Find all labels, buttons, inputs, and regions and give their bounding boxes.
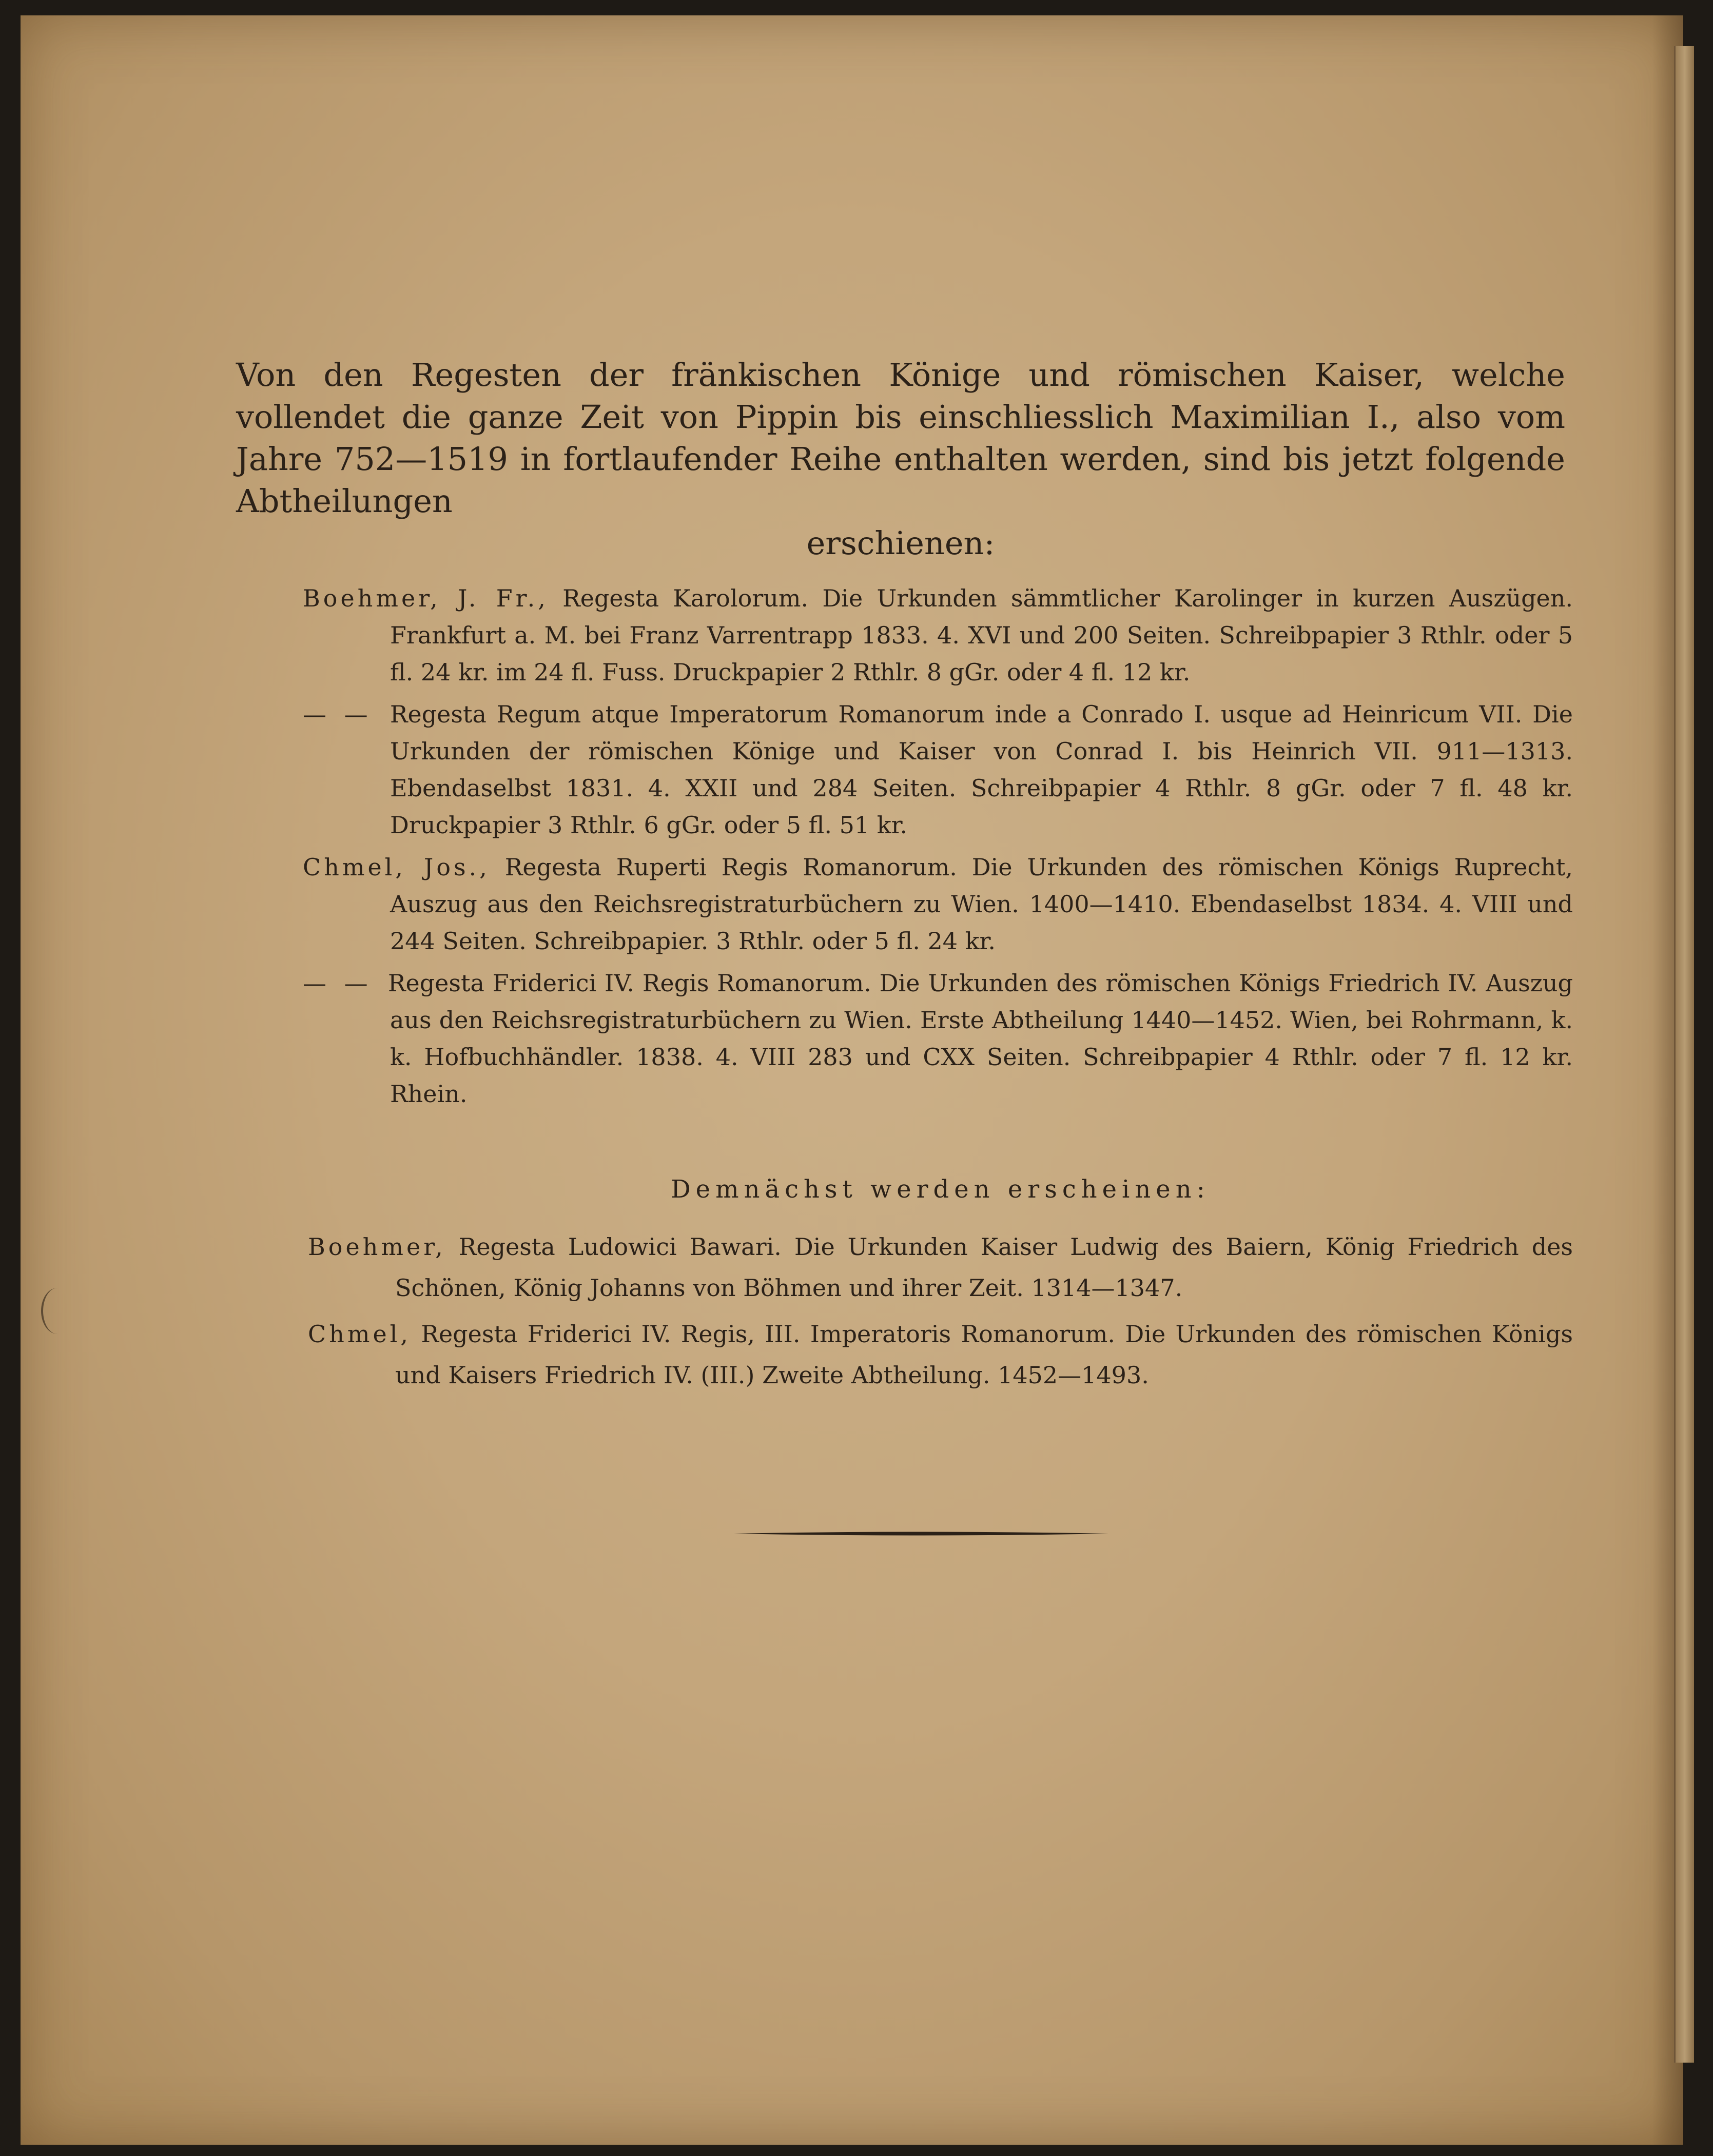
intro-paragraph xyxy=(236,354,1565,564)
intro-line-3: in fortlaufender Reihe enthalten werden, sind bis jetzt folgende Abtheilungen xyxy=(236,440,1565,520)
entry-text: Regesta Karolorum. Die Urkunden sämmtlicher Karolinger in kurzen Auszügen. Frankfurt a. M. bei Franz Varrentrapp 1833. 4. XVI und 200 Seiten. Schreibpapier 3 Rthlr. oder 5 fl. 24 kr. im 24 fl. Fuss. Druckpapier 2 Rthlr. 8 gGr. oder 4 fl. 12 kr. xyxy=(390,584,1573,686)
intro-line-1: Von den Regesten der fränkischen Könige und römischen Kaiser, welche vollendet xyxy=(236,356,1565,436)
entry-text: Regesta Regum atque Imperatorum Romanorum inde a Conrado I. usque ad Heinricum VII. Die Urkunden der römischen Könige und Kaiser von Conrad I. bis Heinrich VII. 911—1313. Ebendaselbst 1831. 4. XXII und 284 Seiten. Schreibpapier 4 Rthlr. 8 gGr. oder 7 fl. 48 kr. Druckpapier 3 Rthlr. 6 gGr. oder 5 fl. 51 kr. xyxy=(390,700,1573,839)
entry-text: Regesta Friderici IV. Regis, III. Imperatoris Romanorum. Die Urkunden des römischen Königs und Kaisers Friedrich IV. (III.) Zweite Abtheilung. 1452—1493. xyxy=(395,1320,1573,1389)
entry-text: Regesta Ruperti Regis Romanorum. Die Urkunden des römischen Königs Ruprecht, Auszug aus den Reichsregistraturbüchern zu Wien. 1400—1410. Ebendaselbst 1834. 4. VIII und 244 Seiten. Schreibpapier. 3 Rthlr. oder 5 fl. 24 kr. xyxy=(390,853,1573,955)
entry-author: — — xyxy=(303,969,373,997)
forthcoming-entry xyxy=(308,1314,1573,1396)
entry-author: — — xyxy=(303,700,373,728)
published-list xyxy=(303,580,1573,1118)
entry-author: Chmel, Jos., xyxy=(303,853,490,881)
entry-text: Regesta Friderici IV. Regis Romanorum. Die Urkunden des römischen Königs Friedrich IV. Auszug aus den Reichsregistraturbüchern zu Wien. Erste Abtheilung 1440—1452. Wien, bei Rohrmann, k. k. Hofbuchhändler. 1838. 4. VIII 283 und CXX Seiten. Schreibpapier 4 Rthlr. oder 7 fl. 12 kr. Rhein. xyxy=(387,969,1573,1108)
entry-author: Chmel, xyxy=(308,1320,411,1348)
intro-line-2: die ganze Zeit von Pippin bis einschliesslich Maximilian I., also vom Jahre 752—1519 xyxy=(236,398,1565,478)
forthcoming-heading: Demnächst werden erscheinen: xyxy=(671,1175,1210,1204)
entry-author: Boehmer, xyxy=(308,1233,446,1261)
entry-author: Boehmer, J. Fr., xyxy=(303,584,549,612)
published-entry xyxy=(303,580,1573,691)
entry-text: Regesta Ludowici Bawari. Die Urkunden Kaiser Ludwig des Baiern, König Friedrich des Schönen, König Johanns von Böhmen und ihrer Zeit. 1314—1347. xyxy=(395,1233,1573,1302)
decorative-rule xyxy=(734,1530,1108,1537)
intro-line-4: erschienen: xyxy=(806,524,995,562)
forthcoming-list xyxy=(308,1226,1573,1401)
published-entry xyxy=(303,696,1573,844)
margin-mark xyxy=(41,1288,74,1334)
published-entry xyxy=(303,965,1573,1112)
published-entry xyxy=(303,849,1573,959)
binding-strip xyxy=(1674,46,1694,2063)
forthcoming-entry xyxy=(308,1226,1573,1308)
